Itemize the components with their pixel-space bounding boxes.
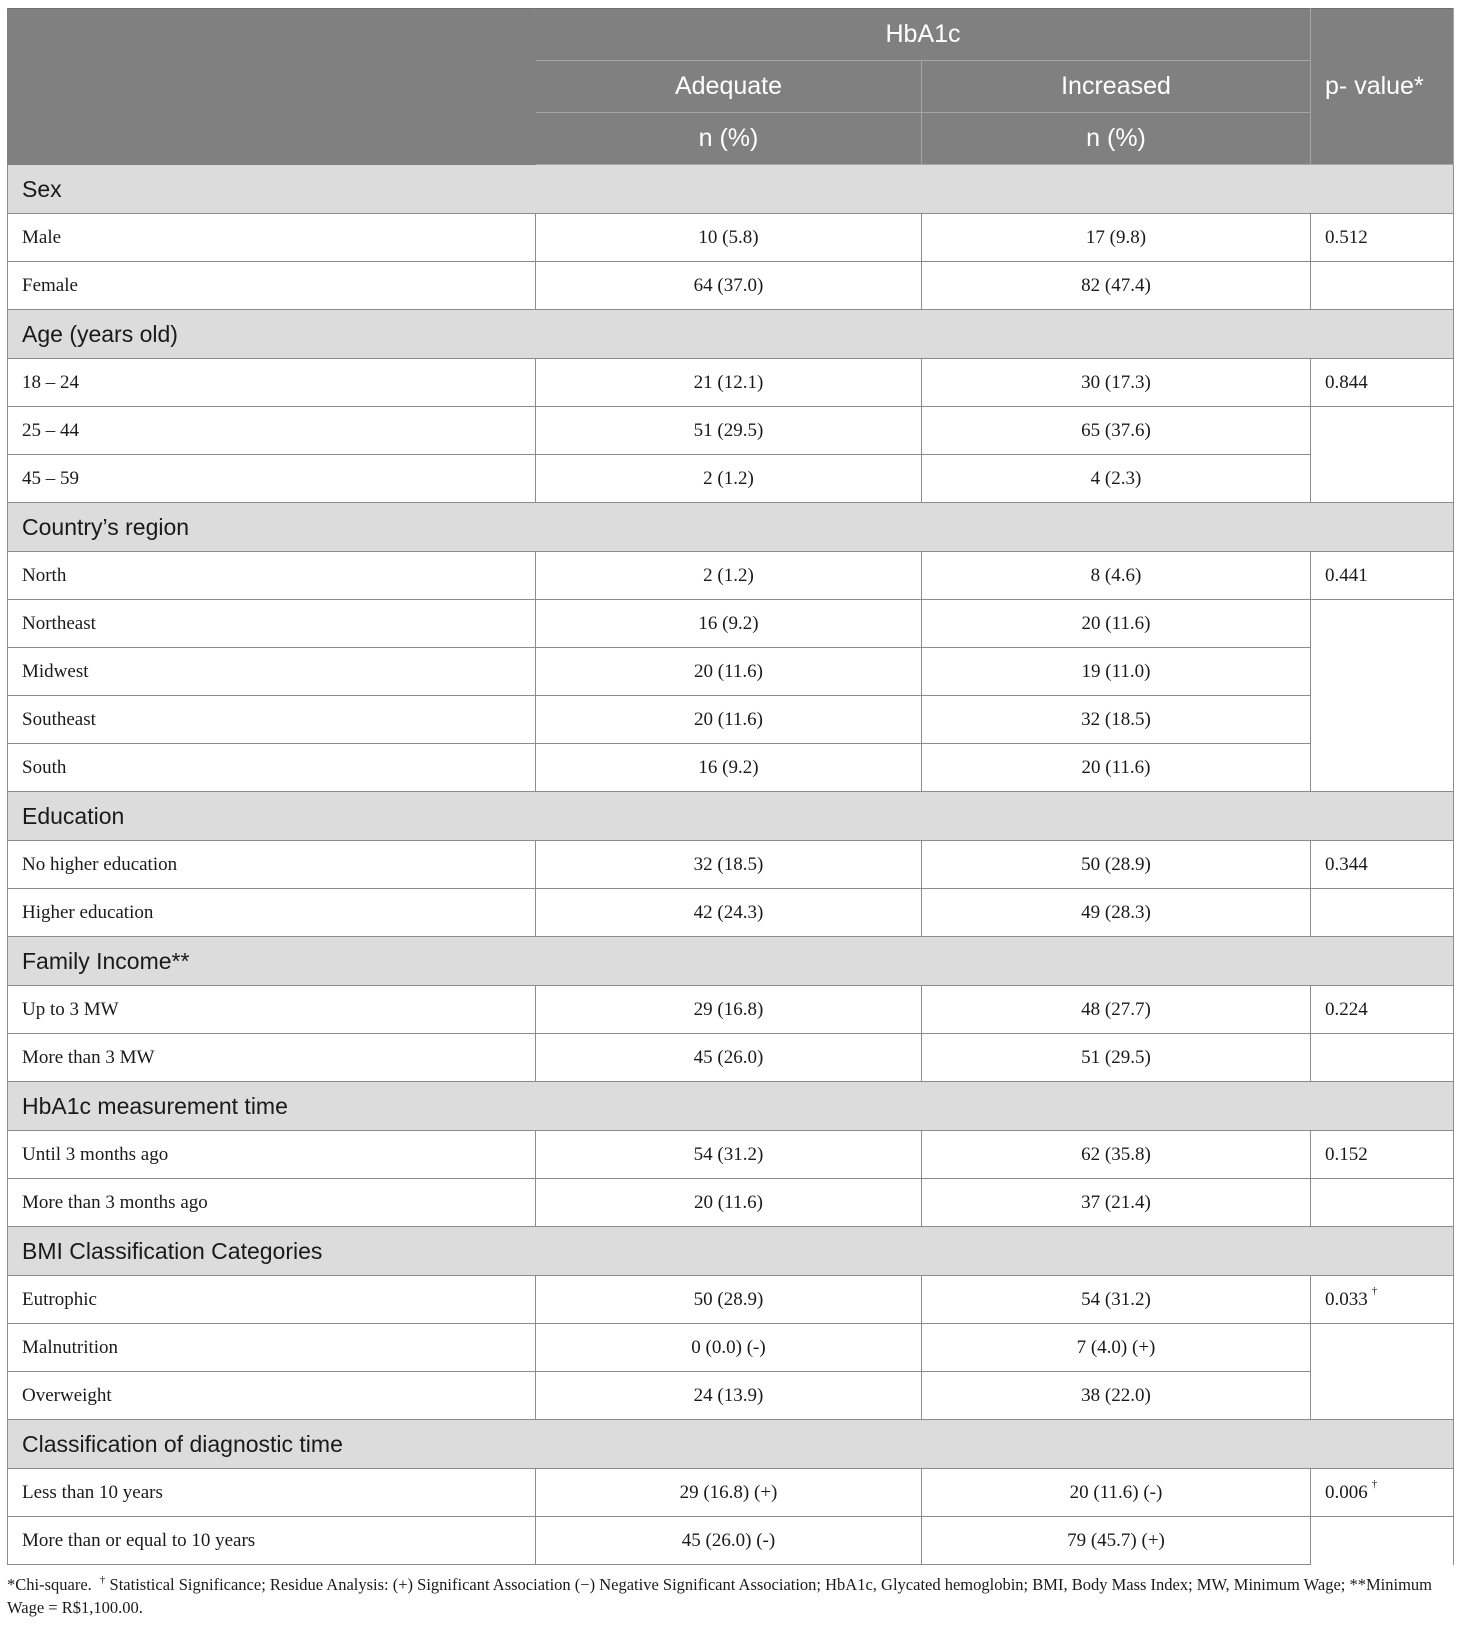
p-value-empty-cell <box>1311 600 1454 648</box>
row-label: 18 – 24 <box>8 359 536 407</box>
row-label: More than 3 MW <box>8 1034 536 1082</box>
section-title: Education <box>8 792 1454 841</box>
header-blank-cell <box>8 9 536 165</box>
increased-value: 62 (35.8) <box>922 1131 1311 1179</box>
section-title: BMI Classification Categories <box>8 1227 1454 1276</box>
p-value: 0.344 <box>1325 853 1368 875</box>
p-value-empty-cell <box>1311 696 1454 744</box>
row-label: Malnutrition <box>8 1324 536 1372</box>
table-row <box>8 262 1454 310</box>
footnote-part2: Statistical Significance; Residue Analysis: (+) Significant Association (−) Negative Significant Association; HbA1c, Glycated hemoglobin; BMI, Body Mass Index; MW, Minimum Wage; **Minimum Wage = R$1,100.00. <box>7 1575 1432 1617</box>
row-label: Male <box>8 214 536 262</box>
row-label: Midwest <box>8 648 536 696</box>
row-label: Northeast <box>8 600 536 648</box>
row-label: South <box>8 744 536 792</box>
row-label: More than or equal to 10 years <box>8 1517 536 1565</box>
adequate-value: 20 (11.6) <box>536 648 922 696</box>
row-label: Eutrophic <box>8 1276 536 1324</box>
table-row <box>8 1034 1454 1082</box>
row-label: Higher education <box>8 889 536 937</box>
adequate-value: 42 (24.3) <box>536 889 922 937</box>
adequate-value: 45 (26.0) <box>536 1034 922 1082</box>
table-row <box>8 1276 1454 1324</box>
p-value-cell <box>1311 1131 1454 1179</box>
p-value: 0.441 <box>1325 564 1368 586</box>
increased-value: 4 (2.3) <box>922 455 1311 503</box>
table-row <box>8 1179 1454 1227</box>
p-value-cell <box>1311 1469 1454 1517</box>
table-footnote <box>7 1573 1453 1619</box>
significance-mark: † <box>1371 1477 1378 1490</box>
increased-value: 20 (11.6) (-) <box>922 1469 1311 1517</box>
p-value-empty-cell <box>1311 889 1454 937</box>
increased-value: 79 (45.7) (+) <box>922 1517 1311 1565</box>
increased-value: 20 (11.6) <box>922 744 1311 792</box>
table-row <box>8 455 1454 503</box>
section-header-row <box>8 1082 1454 1131</box>
section-header-row <box>8 310 1454 359</box>
table-row <box>8 1131 1454 1179</box>
footnote-dagger: † <box>99 1574 106 1586</box>
table-row <box>8 841 1454 889</box>
table-row <box>8 552 1454 600</box>
p-value: 0.006 <box>1325 1481 1368 1503</box>
increased-value: 7 (4.0) (+) <box>922 1324 1311 1372</box>
row-label: More than 3 months ago <box>8 1179 536 1227</box>
section-header-row <box>8 937 1454 986</box>
p-value-cell <box>1311 841 1454 889</box>
table-row <box>8 1324 1454 1372</box>
section-title: HbA1c measurement time <box>8 1082 1454 1131</box>
section-header-row <box>8 1227 1454 1276</box>
p-value-cell <box>1311 1276 1454 1324</box>
adequate-value: 50 (28.9) <box>536 1276 922 1324</box>
header-adequate: Adequate <box>536 61 922 113</box>
table-row <box>8 359 1454 407</box>
table-body <box>8 165 1454 1565</box>
section-title: Sex <box>8 165 1454 214</box>
table-row <box>8 986 1454 1034</box>
header-increased: Increased <box>922 61 1311 113</box>
header-adequate-unit: n (%) <box>536 113 922 165</box>
adequate-value: 24 (13.9) <box>536 1372 922 1420</box>
table-row <box>8 407 1454 455</box>
adequate-value: 29 (16.8) (+) <box>536 1469 922 1517</box>
increased-value: 49 (28.3) <box>922 889 1311 937</box>
footnote-part1: *Chi-square. <box>7 1575 96 1594</box>
p-value: 0.152 <box>1325 1143 1368 1165</box>
p-value-empty-cell <box>1311 1324 1454 1372</box>
table-row <box>8 744 1454 792</box>
p-value-empty-cell <box>1311 1179 1454 1227</box>
p-value-empty-cell <box>1311 455 1454 503</box>
section-title: Country’s region <box>8 503 1454 552</box>
hba1c-association-table <box>7 8 1454 1565</box>
p-value: 0.033 <box>1325 1288 1368 1310</box>
p-value-empty-cell <box>1311 648 1454 696</box>
increased-value: 19 (11.0) <box>922 648 1311 696</box>
row-label: 25 – 44 <box>8 407 536 455</box>
increased-value: 65 (37.6) <box>922 407 1311 455</box>
p-value-empty-cell <box>1311 407 1454 455</box>
table-container <box>7 8 1453 1619</box>
table-row <box>8 648 1454 696</box>
increased-value: 17 (9.8) <box>922 214 1311 262</box>
p-value-empty-cell <box>1311 262 1454 310</box>
table-row <box>8 1469 1454 1517</box>
section-header-row <box>8 792 1454 841</box>
adequate-value: 16 (9.2) <box>536 600 922 648</box>
p-value-cell <box>1311 552 1454 600</box>
header-hba1c: HbA1c <box>536 9 1311 61</box>
adequate-value: 20 (11.6) <box>536 696 922 744</box>
p-value-empty-cell <box>1311 744 1454 792</box>
row-label: North <box>8 552 536 600</box>
table-row <box>8 600 1454 648</box>
adequate-value: 64 (37.0) <box>536 262 922 310</box>
p-value-empty-cell <box>1311 1517 1454 1565</box>
row-label: Female <box>8 262 536 310</box>
p-value: 0.844 <box>1325 371 1368 393</box>
increased-value: 48 (27.7) <box>922 986 1311 1034</box>
section-title: Classification of diagnostic time <box>8 1420 1454 1469</box>
increased-value: 32 (18.5) <box>922 696 1311 744</box>
p-value-cell <box>1311 359 1454 407</box>
increased-value: 38 (22.0) <box>922 1372 1311 1420</box>
increased-value: 30 (17.3) <box>922 359 1311 407</box>
significance-mark: † <box>1371 1284 1378 1297</box>
table-row <box>8 696 1454 744</box>
adequate-value: 2 (1.2) <box>536 552 922 600</box>
adequate-value: 29 (16.8) <box>536 986 922 1034</box>
table-header <box>8 9 1454 165</box>
increased-value: 82 (47.4) <box>922 262 1311 310</box>
section-header-row <box>8 503 1454 552</box>
adequate-value: 45 (26.0) (-) <box>536 1517 922 1565</box>
adequate-value: 51 (29.5) <box>536 407 922 455</box>
increased-value: 8 (4.6) <box>922 552 1311 600</box>
row-label: Until 3 months ago <box>8 1131 536 1179</box>
p-value-cell <box>1311 986 1454 1034</box>
section-header-row <box>8 165 1454 214</box>
adequate-value: 16 (9.2) <box>536 744 922 792</box>
row-label: 45 – 59 <box>8 455 536 503</box>
adequate-value: 0 (0.0) (-) <box>536 1324 922 1372</box>
adequate-value: 2 (1.2) <box>536 455 922 503</box>
adequate-value: 20 (11.6) <box>536 1179 922 1227</box>
adequate-value: 21 (12.1) <box>536 359 922 407</box>
increased-value: 51 (29.5) <box>922 1034 1311 1082</box>
p-value: 0.224 <box>1325 998 1368 1020</box>
table-row <box>8 1517 1454 1565</box>
section-title: Age (years old) <box>8 310 1454 359</box>
table-row <box>8 1372 1454 1420</box>
header-increased-unit: n (%) <box>922 113 1311 165</box>
header-p-value: p- value* <box>1311 9 1454 165</box>
increased-value: 37 (21.4) <box>922 1179 1311 1227</box>
row-label: Southeast <box>8 696 536 744</box>
table-row <box>8 214 1454 262</box>
row-label: Overweight <box>8 1372 536 1420</box>
adequate-value: 54 (31.2) <box>536 1131 922 1179</box>
section-header-row <box>8 1420 1454 1469</box>
adequate-value: 32 (18.5) <box>536 841 922 889</box>
increased-value: 20 (11.6) <box>922 600 1311 648</box>
adequate-value: 10 (5.8) <box>536 214 922 262</box>
section-title: Family Income** <box>8 937 1454 986</box>
p-value-empty-cell <box>1311 1034 1454 1082</box>
p-value-cell <box>1311 214 1454 262</box>
row-label: No higher education <box>8 841 536 889</box>
row-label: Less than 10 years <box>8 1469 536 1517</box>
table-row <box>8 889 1454 937</box>
p-value: 0.512 <box>1325 226 1368 248</box>
increased-value: 50 (28.9) <box>922 841 1311 889</box>
increased-value: 54 (31.2) <box>922 1276 1311 1324</box>
row-label: Up to 3 MW <box>8 986 536 1034</box>
p-value-empty-cell <box>1311 1372 1454 1420</box>
